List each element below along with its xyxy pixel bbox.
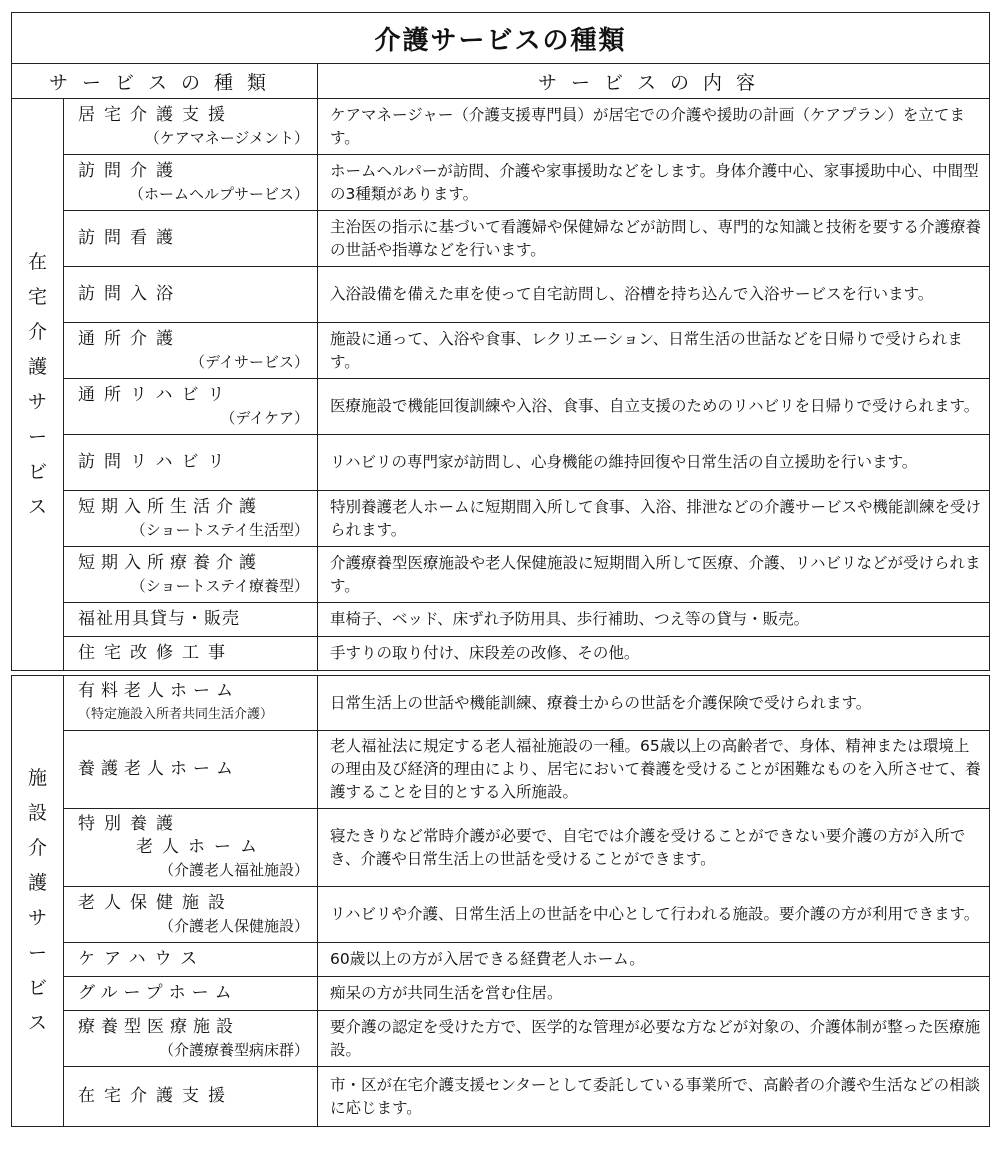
category-char: ー <box>27 942 47 964</box>
service-name-cell <box>64 267 318 323</box>
category-char: ビ <box>27 460 47 483</box>
category-char: サ <box>27 907 47 929</box>
table-row <box>12 1067 990 1127</box>
service-name: 在宅介護支援 <box>78 1086 234 1106</box>
table-row <box>12 887 990 943</box>
service-description: 要介護の認定を受けた方で、医学的な管理が必要な方などが対象の、介護体制が整った医療施設。 <box>318 1011 990 1067</box>
service-name: 訪問リハビリ <box>78 452 234 472</box>
table-row <box>12 211 990 267</box>
service-description: ホームヘルパーが訪問、介護や家事援助などをします。身体介護中心、家事援助中心、中間型の3種類があります。 <box>318 155 990 211</box>
category-facility-care <box>12 676 64 1127</box>
table-row <box>12 637 990 671</box>
table-row <box>12 491 990 547</box>
header-row <box>12 64 990 99</box>
service-description: 市・区が在宅介護支援センターとして委託している事業所で、高齢者の介護や生活などの相談に応じます。 <box>318 1067 990 1127</box>
header-service-content: サービスの内容 <box>318 64 990 99</box>
service-description: 入浴設備を備えた車を使って自宅訪問し、浴槽を持ち込んで入浴サービスを行います。 <box>318 267 990 323</box>
category-char: 設 <box>27 802 47 824</box>
service-name: 福祉用具貸与・販売 <box>78 609 240 629</box>
category-char: 護 <box>27 872 47 894</box>
service-description: 手すりの取り付け、床段差の改修、その他。 <box>318 637 990 671</box>
category-home-care <box>12 99 64 671</box>
service-name: 居宅介護支援 <box>78 104 234 125</box>
service-description: 介護療養型医療施設や老人保健施設に短期間入所して医療、介護、リハビリなどが受けられます。 <box>318 547 990 603</box>
category-char: ビ <box>27 977 47 999</box>
table-row <box>12 435 990 491</box>
title-row <box>12 13 990 64</box>
service-name-cell <box>64 887 318 943</box>
service-name-cell <box>64 323 318 379</box>
service-description: 特別養護老人ホームに短期間入所して食事、入浴、排泄などの介護サービスや機能訓練を受けられます。 <box>318 491 990 547</box>
service-name: 訪問入浴 <box>78 284 182 304</box>
category-char: 介 <box>27 320 47 343</box>
service-description: 痴呆の方が共同生活を営む住居。 <box>318 977 990 1011</box>
service-name-cell <box>64 379 318 435</box>
service-types-table-sheet <box>11 12 989 1127</box>
service-subname: （介護老人福祉施設） <box>158 861 309 879</box>
service-subname: （ホームヘルプサービス） <box>128 184 309 203</box>
service-name: 通所リハビリ <box>78 384 234 405</box>
service-description: リハビリの専門家が訪問し、心身機能の維持回復や日常生活の自立援助を行います。 <box>318 435 990 491</box>
service-name: ケアハウス <box>78 949 207 969</box>
service-name: 特別養護 <box>78 814 182 834</box>
service-subname: （介護老人保健施設） <box>158 916 309 935</box>
service-name-cell <box>64 943 318 977</box>
service-name-cell <box>64 637 318 671</box>
table-row <box>12 943 990 977</box>
service-description: 主治医の指示に基づいて看護婦や保健婦などが訪問し、専門的な知識と技術を要する介護療養の世話や指導などを行います。 <box>318 211 990 267</box>
category-char: サ <box>27 390 47 413</box>
service-name-cell <box>64 676 318 731</box>
table-row <box>12 809 990 887</box>
service-subname: （介護療養型病床群） <box>158 1040 309 1059</box>
service-description: 車椅子、ベッド、床ずれ予防用具、歩行補助、つえ等の貸与・販売。 <box>318 603 990 637</box>
service-name-cell <box>64 603 318 637</box>
service-name: 訪問看護 <box>78 228 182 248</box>
category-char: 介 <box>27 837 47 859</box>
table-row <box>12 1011 990 1067</box>
service-name: 短期入所生活介護 <box>78 496 262 517</box>
service-name-cell <box>64 1067 318 1127</box>
service-name-cell <box>64 211 318 267</box>
category-char: 施 <box>27 767 47 789</box>
service-description: ケアマネージャー（介護支援専門員）が居宅での介護や援助の計画（ケアプラン）を立てます。 <box>318 99 990 155</box>
service-name-cell <box>64 1011 318 1067</box>
category-char: 在 <box>27 250 47 273</box>
service-subname: （ショートステイ療養型） <box>130 576 309 595</box>
service-name-line2: 老人ホーム <box>136 837 266 857</box>
service-name-cell <box>64 731 318 809</box>
service-name-cell <box>64 491 318 547</box>
table-row <box>12 267 990 323</box>
service-name: 有料老人ホーム <box>78 681 239 701</box>
header-service-type: サービスの種類 <box>12 64 318 99</box>
service-subname: （デイケア） <box>220 408 309 427</box>
service-description: 日常生活上の世話や機能訓練、療養士からの世話を介護保険で受けられます。 <box>318 676 990 731</box>
service-name: 短期入所療養介護 <box>78 552 262 573</box>
service-types-table <box>11 12 990 1127</box>
page-title: 介護サービスの種類 <box>12 13 990 64</box>
service-name: 療養型医療施設 <box>78 1016 239 1037</box>
service-name-cell <box>64 435 318 491</box>
service-description: 寝たきりなど常時介護が必要で、自宅では介護を受けることができない要介護の方が入所でき、介護や日常生活上の世話を受けることができます。 <box>318 809 990 887</box>
service-name-cell <box>64 809 318 887</box>
service-name-cell <box>64 977 318 1011</box>
service-description: 医療施設で機能回復訓練や入浴、食事、自立支援のためのリハビリを日帰りで受けられます。 <box>318 379 990 435</box>
service-description: リハビリや介護、日常生活上の世話を中心として行われる施設。要介護の方が利用できます。 <box>318 887 990 943</box>
category-char: ー <box>27 425 47 448</box>
service-name: 訪問介護 <box>78 160 182 181</box>
service-name-cell <box>64 547 318 603</box>
service-name-cell <box>64 99 318 155</box>
category-char: ス <box>27 1012 47 1034</box>
table-row <box>12 323 990 379</box>
table-row <box>12 676 990 731</box>
service-name: 通所介護 <box>78 328 182 349</box>
service-description: 60歳以上の方が入居できる経費老人ホーム。 <box>318 943 990 977</box>
category-char: 護 <box>27 355 47 378</box>
service-description: 施設に通って、入浴や食事、レクリエーション、日常生活の世話などを日帰りで受けられます。 <box>318 323 990 379</box>
service-name-cell <box>64 155 318 211</box>
service-name: 養護老人ホーム <box>78 759 239 779</box>
table-row <box>12 155 990 211</box>
service-name: 老人保健施設 <box>78 892 234 913</box>
table-row <box>12 99 990 155</box>
service-subname: （特定施設入所者共同生活介護） <box>78 707 274 722</box>
category-char: ス <box>27 495 47 518</box>
table-row <box>12 379 990 435</box>
table-row <box>12 731 990 809</box>
service-description: 老人福祉法に規定する老人福祉施設の一種。65歳以上の高齢者で、身体、精神または環境上の理由及び経済的理由により、居宅において養護を受けることが困難なものを入所させて、養護することを目的とする入所施設。 <box>318 731 990 809</box>
table-row <box>12 977 990 1011</box>
service-subname: （ケアマネージメント） <box>144 128 309 147</box>
service-subname: （ショートステイ生活型） <box>130 520 309 539</box>
table-row <box>12 603 990 637</box>
service-subname: （デイサービス） <box>190 352 309 371</box>
service-name: 住宅改修工事 <box>78 643 234 663</box>
table-row <box>12 547 990 603</box>
service-name: グループホーム <box>78 983 238 1003</box>
category-char: 宅 <box>27 285 47 308</box>
